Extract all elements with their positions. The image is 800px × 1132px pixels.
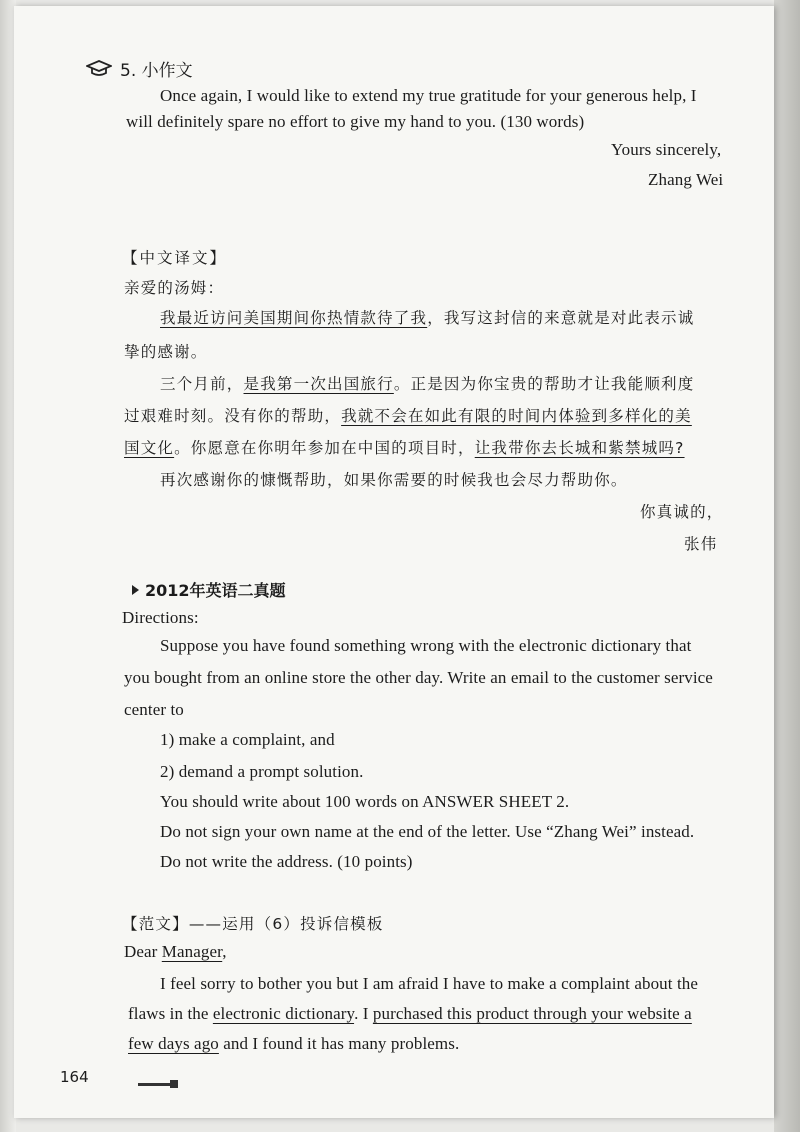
instruction-item: Do not sign your own name at the end of the letter. Use “Zhang Wei” instead. <box>160 822 695 841</box>
footer-rule-dot <box>170 1080 178 1088</box>
letter-signature: Zhang Wei <box>648 170 724 189</box>
model-heading: 【范文】——运用（6）投诉信模板 <box>122 915 384 933</box>
underlined-phrase: 是我第一次出国旅行 <box>243 375 394 393</box>
page-number: 164 <box>60 1068 89 1086</box>
underlined-phrase: purchased this product through your website a <box>372 1004 692 1023</box>
directions-line: Suppose you have found something wrong with the electronic dictionary that <box>160 636 692 655</box>
model-line: I feel sorry to bother you but I am afraid I have to make a complaint about the <box>160 974 699 993</box>
page-edge <box>774 0 800 1132</box>
translation-closing: 你真诚的， <box>640 503 724 521</box>
letter-line: will definitely spare no effort to give my hand to you. (130 words) <box>126 112 585 131</box>
letter-closing: Yours sincerely, <box>611 140 722 159</box>
translation-line: 过艰难时刻。没有你的帮助，我就不会在如此有限的时间内体验到多样化的美 <box>124 407 692 425</box>
translation-salutation: 亲爱的汤姆： <box>124 279 225 297</box>
underlined-phrase: electronic dictionary <box>212 1004 355 1023</box>
section-header <box>86 56 193 81</box>
underlined-phrase: Manager <box>161 942 223 961</box>
instruction-item: You should write about 100 words on ANSWER SHEET 2. <box>160 792 570 811</box>
translation-line: 挚的感谢。 <box>124 343 208 361</box>
instruction-item: 1) make a complaint, and <box>160 730 335 749</box>
triangle-bullet-icon <box>132 585 139 595</box>
underlined-phrase: 国文化 <box>124 439 175 457</box>
letter-line: Once again, I would like to extend my true gratitude for your generous help, I <box>160 86 697 105</box>
translation-paragraph: 我最近访问美国期间你热情款待了我，我写这封信的来意就是对此表示诚 <box>160 309 695 327</box>
underlined-phrase: 我就不会在如此有限的时间内体验到多样化的美 <box>341 407 692 425</box>
model-line: flaws in the electronic dictionary. I purchased this product through your website a <box>128 1004 692 1023</box>
model-line: few days ago and I found it has many problems. <box>128 1034 460 1053</box>
underlined-phrase: few days ago <box>128 1034 219 1053</box>
directions-line: you bought from an online store the other day. Write an email to the customer service <box>124 668 713 687</box>
translation-paragraph: 三个月前，是我第一次出国旅行。正是因为你宝贵的帮助才让我能顺利度 <box>160 375 695 393</box>
instruction-item: 2) demand a prompt solution. <box>160 762 364 781</box>
directions-label: Directions: <box>122 608 199 627</box>
directions-line: center to <box>124 700 184 719</box>
translation-heading: 【中文译文】 <box>122 249 228 267</box>
underlined-phrase: 我最近访问美国期间你热情款待了我 <box>160 309 428 327</box>
translation-signature: 张伟 <box>684 535 718 553</box>
exam-heading: 2012年英语二真题 <box>132 578 286 601</box>
translation-line: 国文化。你愿意在你明年参加在中国的项目时，让我带你去长城和紫禁城吗? <box>124 439 685 457</box>
underlined-phrase: 让我带你去长城和紫禁城吗? <box>474 439 685 457</box>
section-title: 5. 小作文 <box>120 61 193 81</box>
translation-paragraph: 再次感谢你的慷慨帮助，如果你需要的时候我也会尽力帮助你。 <box>160 471 628 489</box>
footer-rule <box>138 1083 174 1086</box>
graduation-cap-icon <box>86 60 112 78</box>
model-salutation: Dear Manager, <box>124 942 227 961</box>
instruction-item: Do not write the address. (10 points) <box>160 852 413 871</box>
